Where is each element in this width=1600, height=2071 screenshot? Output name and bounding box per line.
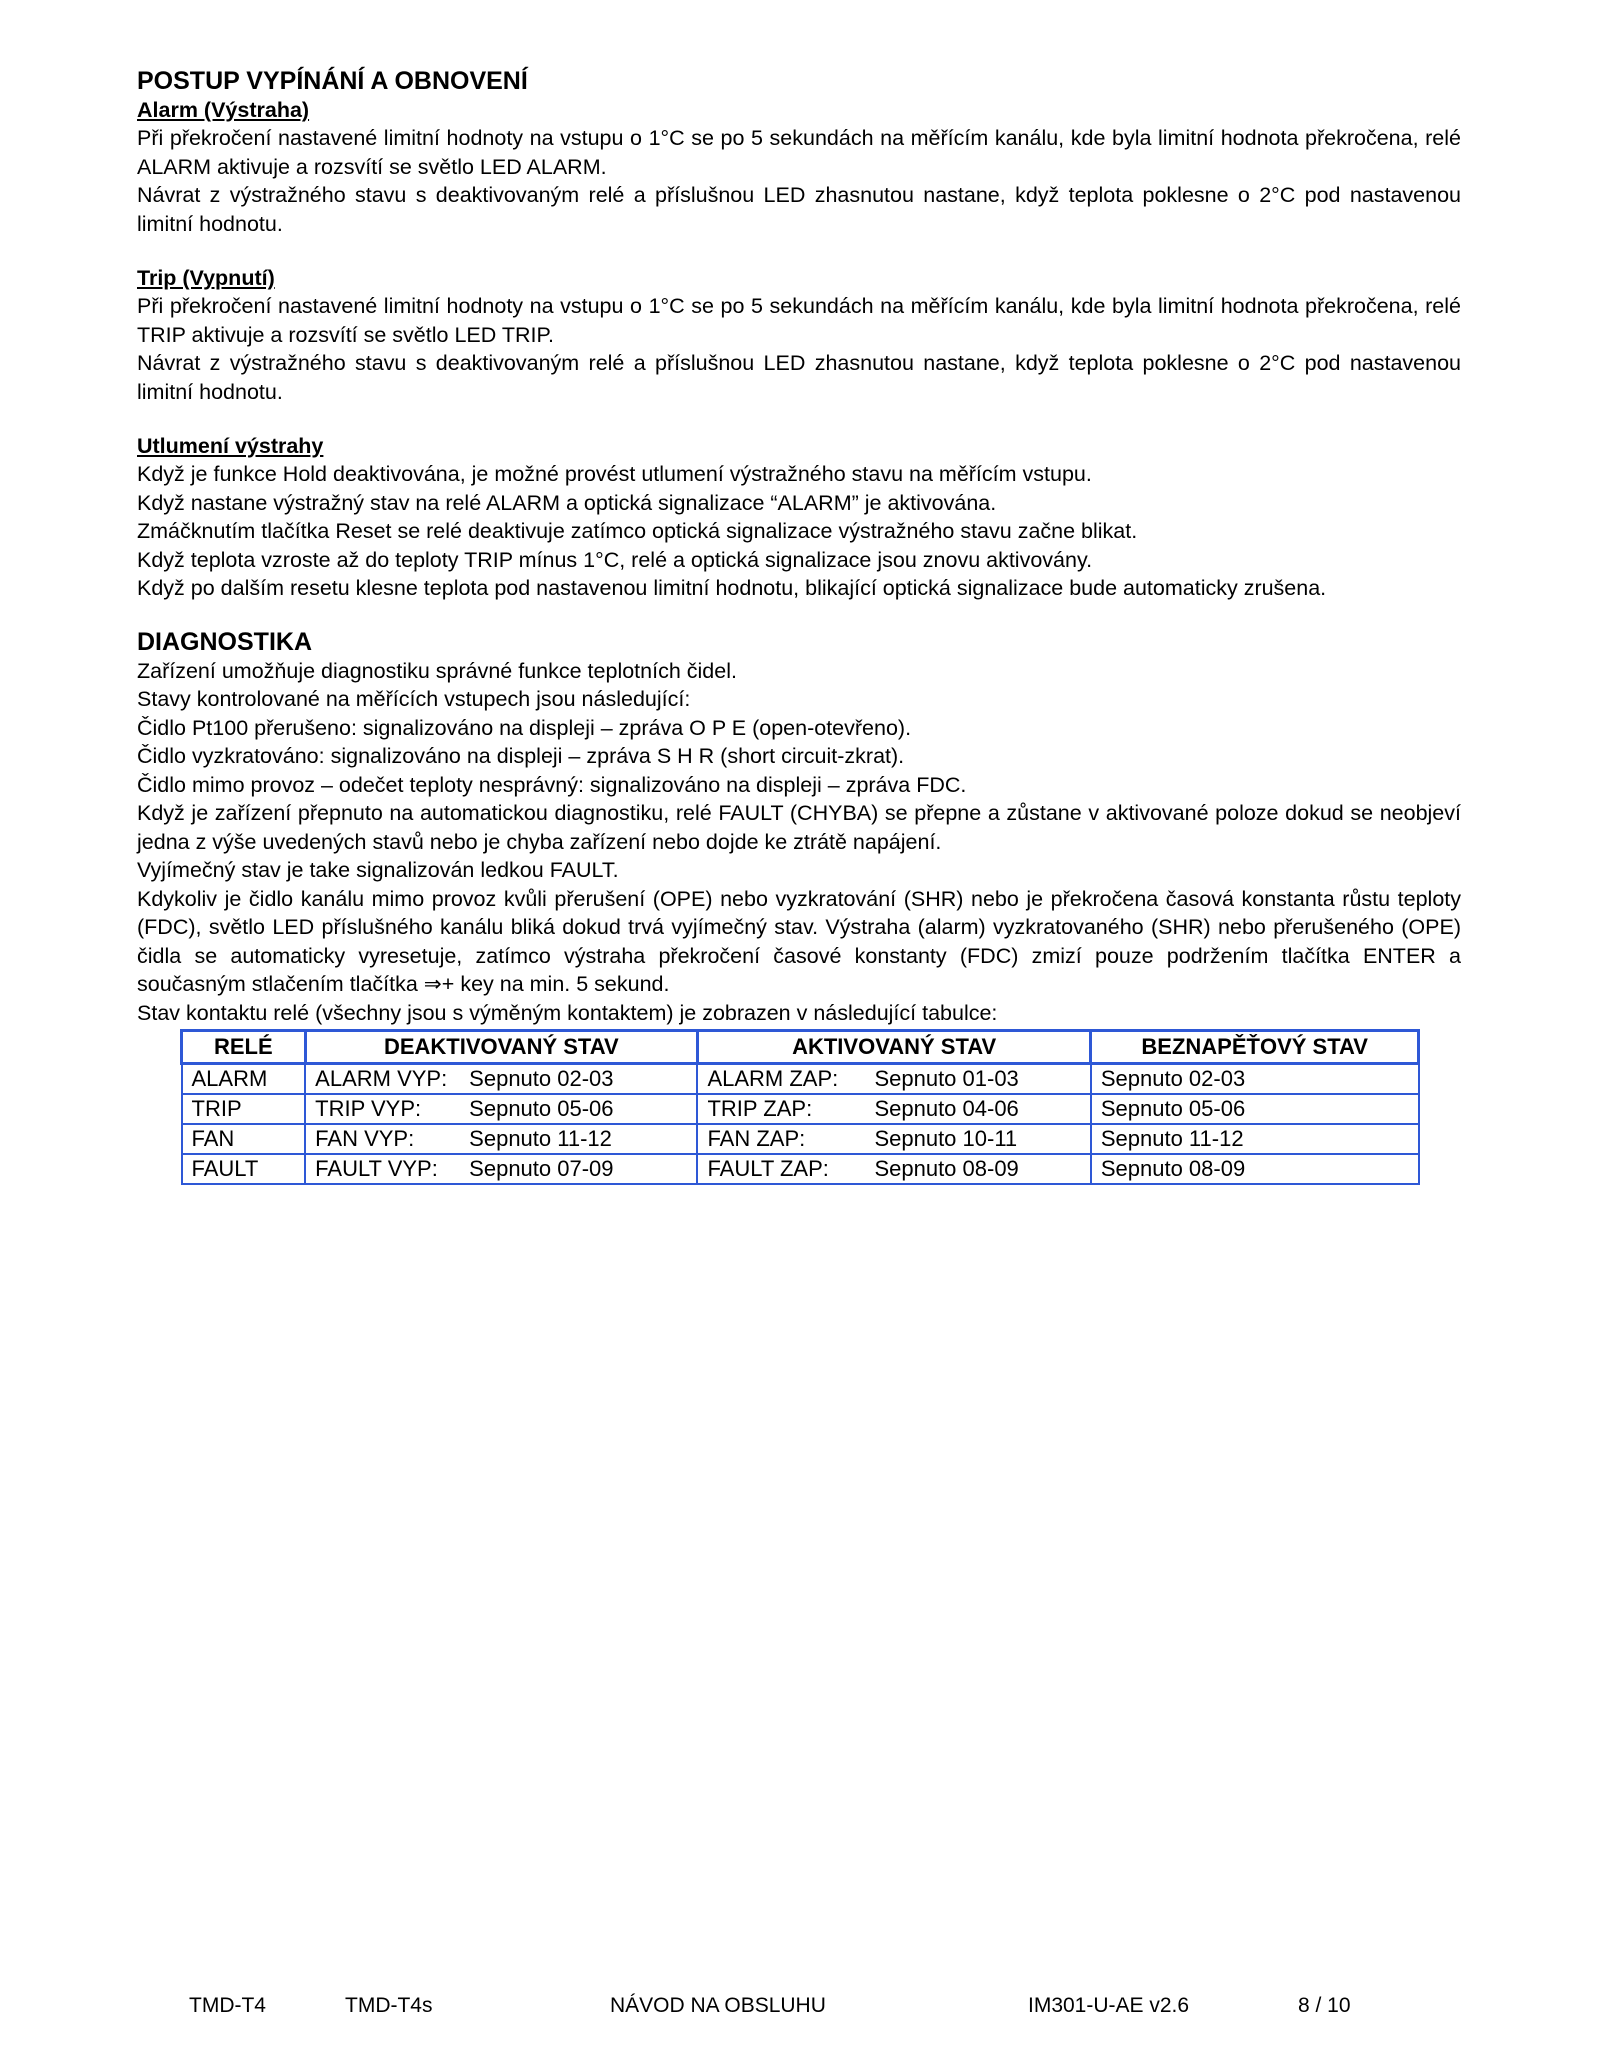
diag-line: Zařízení umožňuje diagnostiku správné funkce teplotních čidel. (137, 658, 737, 683)
table-row (182, 1124, 1419, 1154)
cell-beznapetovy: Sepnuto 11-12 (1091, 1124, 1419, 1154)
cell-beznapetovy: Sepnuto 02-03 (1091, 1064, 1419, 1095)
diag-line: Stavy kontrolované na měřících vstupech jsou následující: (137, 687, 691, 711)
cell-label: ALARM ZAP: (707, 1066, 839, 1091)
cell-rele: FAN (182, 1124, 306, 1154)
section-title-postup: POSTUP VYPÍNÁNÍ A OBNOVENÍ (137, 67, 528, 95)
cell-label: TRIP ZAP: (707, 1096, 813, 1121)
footer-doc-code: IM301-U-AE v2.6 (1028, 1994, 1190, 2017)
diag-line: Vyjímečný stav je take signalizován ledkou FAULT. (137, 858, 619, 882)
paragraph-trip-1: Při překročení nastavené limitní hodnoty na vstupu o 1°C se po 5 sekundách na měřícím kanálu, kde byla limitní hodnota překročena, relé TRIP aktivuje a rozsvítí se světlo LED TRIP. (137, 294, 1461, 347)
heading-mute: Utlumení výstrahy (137, 434, 324, 458)
paragraph-trip-2: Návrat z výstražného stavu s deaktivovaným relé a příslušnou LED zhasnutou nastane, když teplota poklesne o 2°C pod nastavenou limitní hodnotu. (137, 351, 1461, 404)
cell-value: Sepnuto 11-12 (469, 1126, 612, 1151)
diag-line: Kdykoliv je čidlo kanálu mimo provoz kvůli přerušení (OPE) nebo vyzkratování (SHR) nebo je překročena časová konstanta růstu teploty (FDC), světlo LED příslušného kanálu bliká dokud trvá vyjímečný stav. Výstraha (alarm) vyzkratovaného (SHR) nebo přerušeného (OPE) čidla se automaticky vyresetuje, zatímco výstraha překročení časové konstanty (FDC) zmizí pouze podržením tlačítka ENTER a současným stlačením tlačítka ⇒+ key na min. 5 sekund. (137, 886, 1461, 996)
cell-label: TRIP VYP: (315, 1096, 422, 1121)
cell-value: Sepnuto 01-03 (874, 1066, 1019, 1091)
cell-value: Sepnuto 07-09 (469, 1156, 614, 1181)
cell-aktivovany (697, 1064, 1090, 1095)
mute-line: Když je funkce Hold deaktivována, je možné provést utlumení výstražného stavu na měřícím vstupu. (137, 462, 1092, 486)
table-row (182, 1094, 1419, 1124)
header-aktivovany: AKTIVOVANÝ STAV (697, 1031, 1090, 1064)
mute-line: Když teplota vzroste až do teploty TRIP mínus 1°C, relé a optická signalizace jsou znovu aktivovány. (137, 547, 1093, 572)
cell-deaktivovany (305, 1154, 697, 1184)
header-rele: RELÉ (182, 1031, 306, 1064)
paragraph-alarm-1: Při překročení nastavené limitní hodnoty na vstupu o 1°C se po 5 sekundách na měřícím kanálu, kde byla limitní hodnota překročena, relé ALARM aktivuje a rozsvítí se světlo LED ALARM. (137, 126, 1461, 179)
cell-value: Sepnuto 08-09 (874, 1156, 1019, 1181)
heading-alarm: Alarm (Výstraha) (137, 98, 310, 122)
cell-beznapetovy: Sepnuto 08-09 (1091, 1154, 1419, 1184)
cell-aktivovany (697, 1124, 1090, 1154)
cell-aktivovany (697, 1094, 1090, 1124)
section-title-diagnostika: DIAGNOSTIKA (137, 627, 312, 656)
cell-deaktivovany (305, 1124, 697, 1154)
mute-line: Když po dalším resetu klesne teplota pod nastavenou limitní hodnotu, blikající optická signalizace bude automaticky zrušena. (137, 576, 1327, 600)
cell-label: FAULT VYP: (315, 1156, 438, 1181)
mute-line: Zmáčknutím tlačítka Reset se relé deaktivuje zatímco optická signalizace výstražného stavu začne blikat. (137, 519, 1138, 543)
cell-label: FAN VYP: (315, 1126, 415, 1151)
table-row (182, 1064, 1419, 1095)
table-header-row (182, 1031, 1419, 1064)
diag-line: Čidlo vyzkratováno: signalizováno na displeji – zpráva S H R (short circuit-zkrat). (137, 744, 905, 768)
diag-line: Čidlo Pt100 přerušeno: signalizováno na displeji – zpráva O P E (open-otevřeno). (137, 715, 912, 740)
header-deaktivovany: DEAKTIVOVANÝ STAV (305, 1031, 697, 1064)
cell-value: Sepnuto 02-03 (469, 1066, 614, 1091)
diag-line: Když je zařízení přepnuto na automatickou diagnostiku, relé FAULT (CHYBA) se přepne a zůstane v aktivované poloze dokud se neobjeví jedna z výše uvedených stavů nebo je chyba zařízení nebo dojde ke ztrátě napájení. (137, 801, 1461, 854)
document-page (137, 66, 1461, 1185)
cell-rele: FAULT (182, 1154, 306, 1184)
footer-page-number: 8 / 10 (1298, 1994, 1351, 2017)
cell-label: ALARM VYP: (315, 1066, 448, 1091)
cell-value: Sepnuto 10-11 (874, 1126, 1018, 1151)
footer-model-2: TMD-T4s (345, 1994, 433, 2017)
cell-value: Sepnuto 04-06 (874, 1096, 1019, 1121)
cell-label: FAULT ZAP: (707, 1156, 829, 1181)
diag-line: Čidlo mimo provoz – odečet teploty nesprávný: signalizováno na displeji – zpráva FDC. (137, 772, 967, 797)
footer-doc-title: NÁVOD NA OBSLUHU (610, 1994, 826, 2017)
footer-model-1: TMD-T4 (189, 1994, 266, 2017)
header-beznapetovy: BEZNAPĚŤOVÝ STAV (1091, 1031, 1419, 1064)
cell-deaktivovany (305, 1064, 697, 1095)
cell-beznapetovy: Sepnuto 05-06 (1091, 1094, 1419, 1124)
cell-value: Sepnuto 05-06 (469, 1096, 614, 1121)
cell-rele: ALARM (182, 1064, 306, 1095)
cell-label: FAN ZAP: (707, 1126, 806, 1151)
cell-aktivovany (697, 1154, 1090, 1184)
paragraph-alarm-2: Návrat z výstražného stavu s deaktivovaným relé a příslušnou LED zhasnutou nastane, když teplota poklesne o 2°C pod nastavenou limitní hodnotu. (137, 183, 1461, 236)
relay-state-table (180, 1029, 1420, 1185)
heading-trip: Trip (Vypnutí) (137, 266, 275, 290)
mute-line: Když nastane výstražný stav na relé ALARM a optická signalizace “ALARM” je aktivována. (137, 490, 997, 515)
cell-deaktivovany (305, 1094, 697, 1124)
table-row (182, 1154, 1419, 1184)
cell-rele: TRIP (182, 1094, 306, 1124)
diag-line: Stav kontaktu relé (všechny jsou s výměným kontaktem) je zobrazen v následující tabulce: (137, 1000, 998, 1025)
